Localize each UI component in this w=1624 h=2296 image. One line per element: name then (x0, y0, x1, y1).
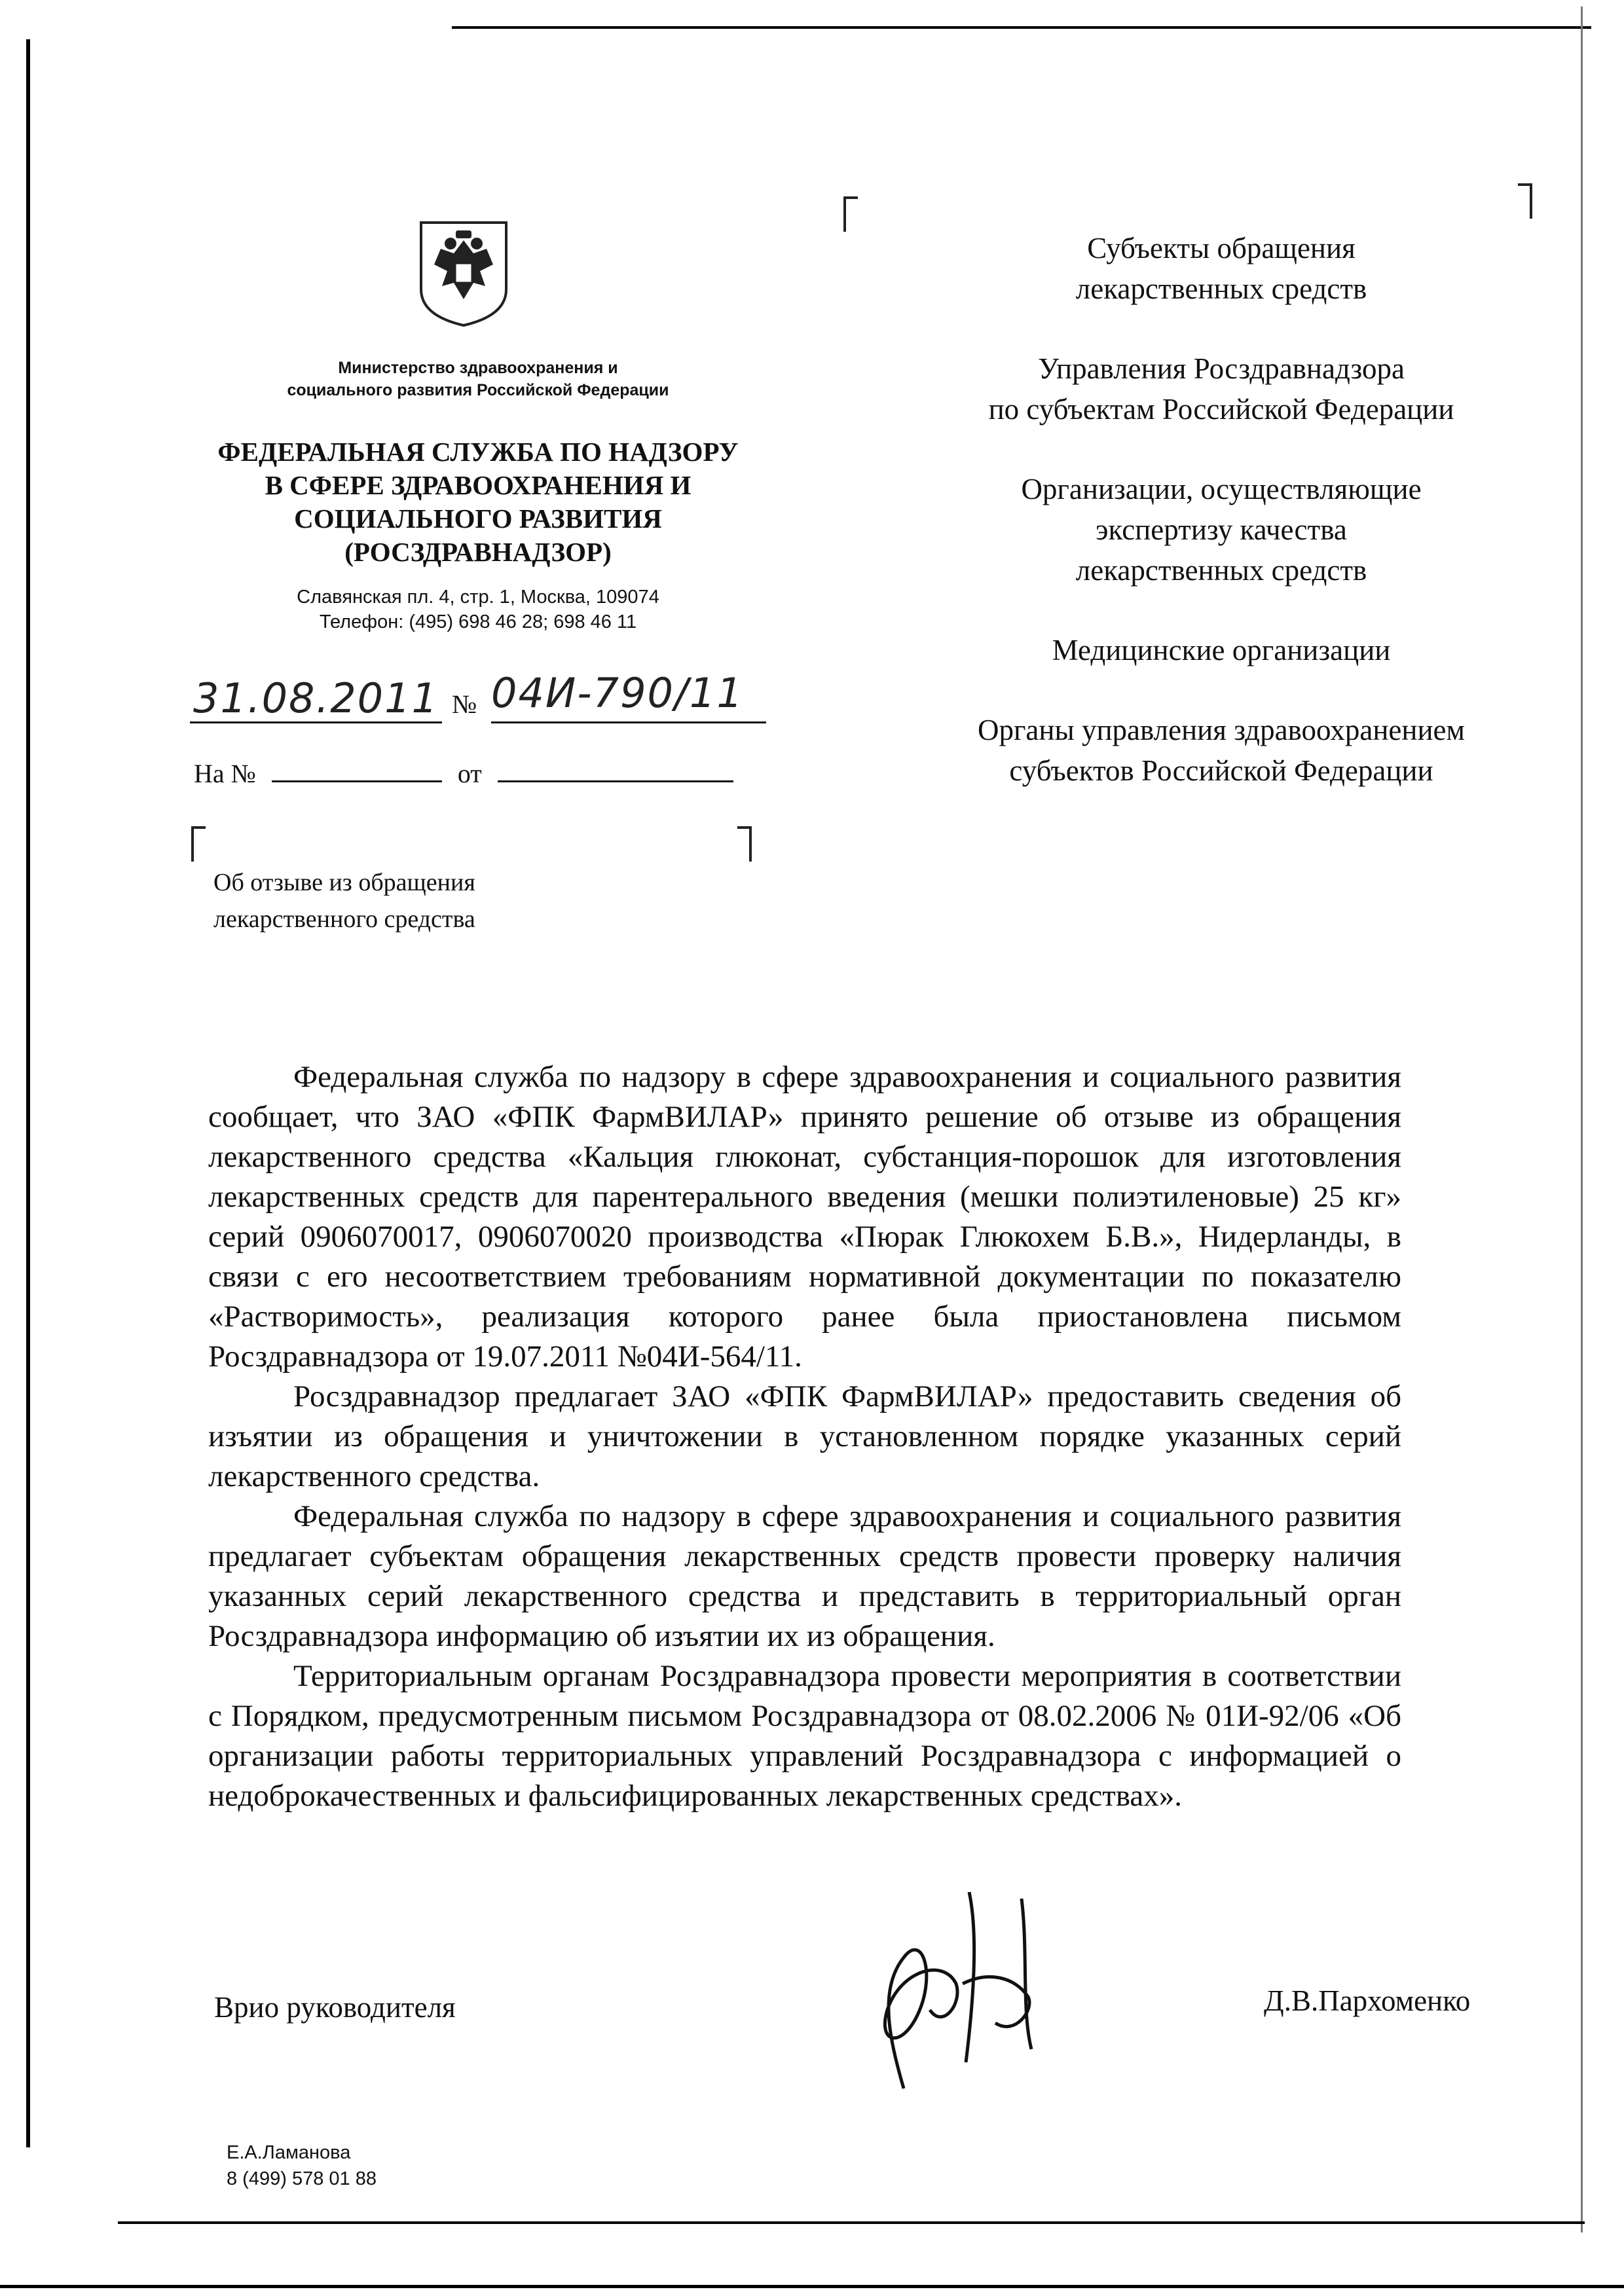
recipient-group (927, 348, 1516, 429)
recipient-line: лекарственных средств (1075, 272, 1367, 305)
recipient-group (927, 469, 1516, 591)
registration-number: 04И-790/11 (491, 669, 744, 717)
recipient-group (927, 228, 1516, 309)
scan-border-bottom (118, 2221, 1585, 2224)
reply-date-blank (498, 761, 733, 782)
address-line: Славянская пл. 4, стр. 1, Москва, 109074 (297, 587, 659, 608)
recipient-line: по субъектам Российской Федерации (988, 393, 1454, 426)
coat-of-arms-icon (415, 217, 513, 329)
body-paragraph: Федеральная служба по надзору в сфере здравоохранения и социального развития сообщает, что ЗАО «ФПК ФармВИЛАР» принято решение об отзыве из обращения лекарственного средства «Кальция глюконат, субстанция-порошок для изготовления лекарственных средств для парентерального введения (мешки полиэтиленовые) 25 кг» серий 0906070017, 0906070020 производства «Пюрак Глюкохем Б.В.», Нидерланды, в связи с его несоответствием требованиям нормативной документации по показателю «Растворимость», реализация которого ранее была приостановлена письмом Росздравнадзора от 19.07.2011 №04И-564/11. (208, 1060, 1401, 1374)
ministry-name (183, 357, 773, 401)
service-line: ФЕДЕРАЛЬНАЯ СЛУЖБА ПО НАДЗОРУ (217, 437, 739, 467)
subject-line: Об отзыве из обращения (213, 869, 475, 896)
reply-number-label: На № (194, 759, 256, 788)
body-paragraph: Территориальным органам Росздравнадзора провести мероприятия в соответствии с Порядком, предусмотренным письмом Росздравнадзора от 08.02.2006 № 01И-92/06 «Об организации работы территориальных управлений Росздравнадзора с информацией о недоброкачественных и фальсифицированных лекарственных средствах». (208, 1659, 1401, 1813)
phone-line: Телефон: (495) 698 46 28; 698 46 11 (319, 611, 637, 632)
recipient-group (927, 710, 1516, 791)
recipient-line: лекарственных средств (1075, 554, 1367, 587)
service-line: В СФЕРЕ ЗДРАВООХРАНЕНИЯ И (265, 470, 692, 500)
recipients-block (927, 228, 1516, 830)
subject-line: лекарственного средства (213, 905, 475, 933)
service-line: (РОСЗДРАВНАДЗОР) (344, 537, 612, 567)
recipients-bracket-right (1518, 183, 1532, 219)
scan-border-right (1581, 7, 1583, 2232)
reply-from-label: от (457, 759, 482, 788)
letter-body (208, 1057, 1401, 1816)
recipient-line: Организации, осуществляющие (1021, 473, 1422, 505)
ministry-line: социального развития Российской Федерации (287, 381, 669, 399)
executor-name: Е.А.Ламанова (227, 2142, 351, 2163)
date-underline (190, 721, 442, 723)
recipient-group (927, 630, 1516, 670)
number-underline (491, 721, 766, 723)
recipient-line: экспертизу качества (1096, 513, 1347, 546)
body-paragraph: Федеральная служба по надзору в сфере здравоохранения и социального развития предлагает субъектам обращения лекарственных средств провести проверку наличия указанных серий лекарственного средства и представить в территориальный орган Росздравнадзора информацию об изъятии их из обращения. (208, 1499, 1401, 1653)
executor-phone: 8 (499) 578 01 88 (227, 2168, 377, 2189)
scan-border-left (26, 39, 30, 2147)
address-block (183, 585, 773, 634)
executor-block (227, 2140, 377, 2192)
service-name (164, 435, 792, 569)
ministry-line: Министерство здравоохранения и (338, 359, 618, 377)
signatory-name: Д.В.Пархоменко (1264, 1984, 1471, 2017)
body-paragraph: Росздравнадзор предлагает ЗАО «ФПК ФармВИЛАР» предоставить сведения об изъятии из обращения и уничтожении в установленном порядке указанных серий лекарственного средства. (208, 1379, 1401, 1493)
recipient-line: субъектов Российской Федерации (1009, 754, 1433, 787)
recipient-line: Управления Росздравнадзора (1038, 352, 1405, 385)
service-line: СОЦИАЛЬНОГО РАЗВИТИЯ (294, 503, 662, 534)
recipients-bracket-left (843, 196, 858, 232)
subject-bracket-left (191, 826, 206, 862)
registration-row (190, 669, 819, 727)
reply-number-blank (272, 761, 442, 782)
handwritten-signature (864, 1879, 1061, 2095)
scan-border-top (452, 26, 1591, 29)
letter-subject (213, 864, 672, 938)
subject-bracket-right (737, 826, 752, 862)
number-label: № (452, 689, 477, 719)
scan-border-footer (0, 2285, 1624, 2288)
registration-date: 31.08.2011 (193, 674, 439, 722)
recipient-line: Медицинские организации (1052, 634, 1391, 666)
signatory-title: Врио руководителя (214, 1991, 456, 2024)
recipient-line: Субъекты обращения (1087, 232, 1356, 264)
reply-reference-row (194, 758, 737, 789)
recipient-line: Органы управления здравоохранением (977, 714, 1466, 746)
